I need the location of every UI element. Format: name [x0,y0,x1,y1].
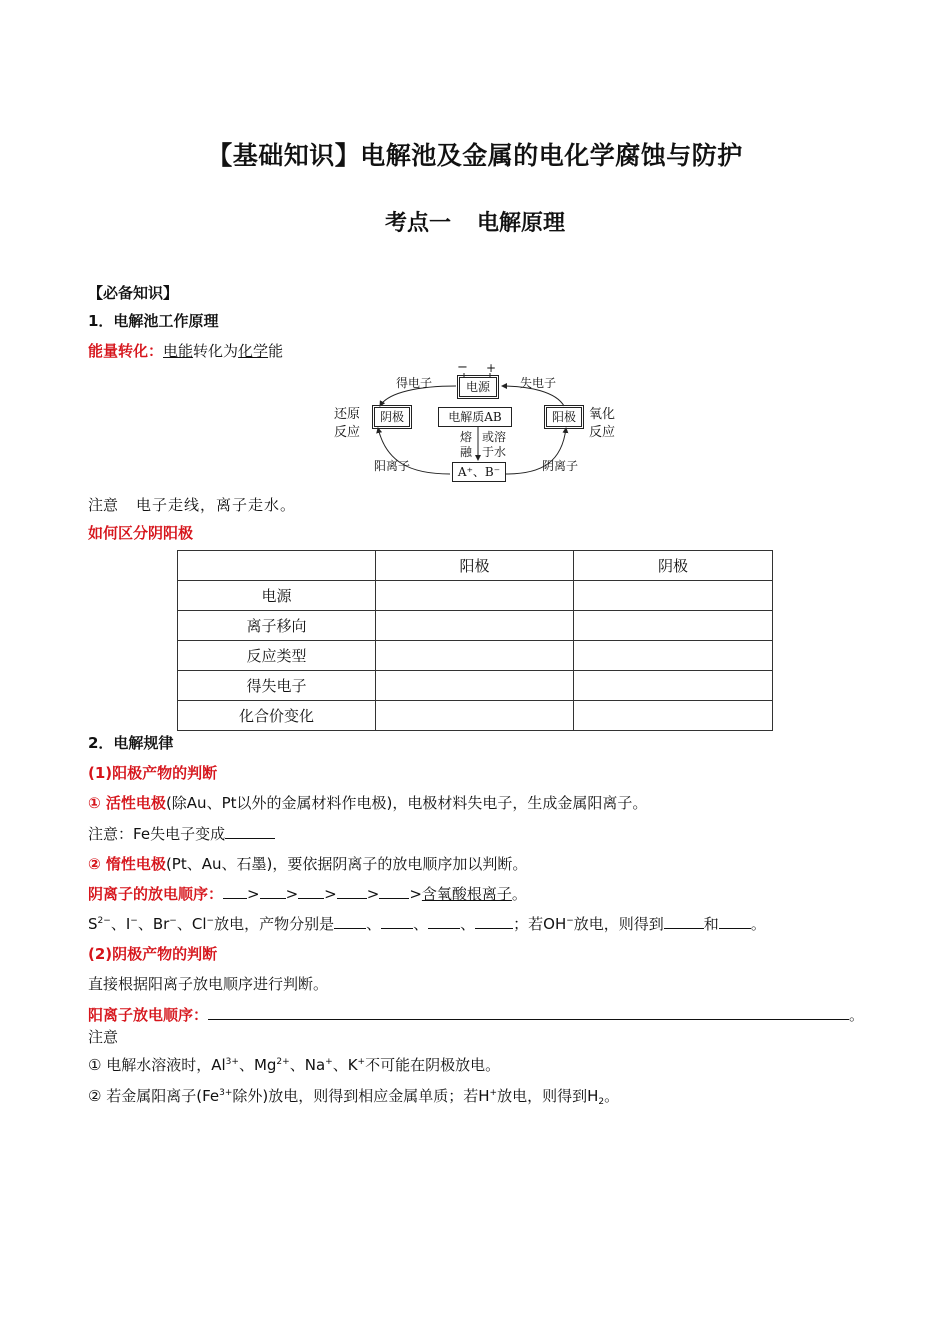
anion-order-label: 阴离子的放电顺序： [88,885,224,903]
fill-blank [428,914,460,929]
fill-blank [223,884,247,899]
fill-blank [379,884,409,899]
dissolve-label-2: 于水 [482,445,507,459]
hydrogen-symbol: H [587,1087,599,1105]
period: 。 [750,915,766,933]
dissolve-label-1: 或溶 [482,430,507,444]
table-row-label: 电源 [178,581,376,611]
lose-electron-label: 失电子 [520,376,557,390]
period: 。 [604,1087,620,1105]
sulfide-symbol: S [88,915,98,933]
anion-order-line [88,884,527,904]
inert-electrode-line [88,854,527,874]
electrolysis-rules-heading: 2．电解规律 [88,734,174,752]
fill-blank [475,914,513,929]
greater-than: > [324,885,337,903]
cathode-direct-text: 直接根据阳离子放电顺序进行判断。 [88,975,329,993]
note-item-text: ① 电解水溶液时， [88,1056,212,1074]
anode-product-heading: (1)阳极产物的判断 [88,764,218,782]
charge: + [325,1057,333,1067]
products-text: 放电，产物分别是 [214,915,335,933]
semicolon-text: ；若 [513,915,544,933]
table-cell [574,701,773,731]
table-row-label: 反应类型 [178,641,376,671]
note-item-text: 不可能在阴极放电。 [365,1056,501,1074]
aluminum-symbol: Al [211,1056,226,1074]
anode-box: 阳极 [546,407,582,427]
separator: 、 [289,1056,305,1074]
table-row [178,641,773,671]
iron-symbol: Fe [202,1087,220,1105]
cathode-box: 阴极 [374,407,410,427]
plus-sign: + [486,361,497,375]
cation-order-line [88,1005,864,1025]
anion-discharge-products-line [88,914,766,934]
charge: 2+ [276,1057,290,1067]
paren-open: ( [165,855,172,873]
note-item-text: ② 若金属阳离子( [88,1087,203,1105]
greater-than: > [285,885,299,903]
document-title: 【基础知识】电解池及金属的电化学腐蚀与防护 [207,141,743,170]
charge: − [130,916,138,926]
fe-note-line [88,824,275,844]
table-row-label: 离子移向 [178,611,376,641]
separator: 、 [176,915,192,933]
fill-blank [334,914,366,929]
active-electrode-text: 以外的金属材料作电极)，电极材料失电子，生成金属阳离子。 [236,794,648,812]
oxidation-label-2: 反应 [589,425,616,440]
cation-order-label: 阳离子放电顺序： [88,1006,209,1024]
separator: 、 [460,915,476,933]
conversion-text: 转化为 [193,342,239,360]
note2-label: 注意 [88,1028,119,1046]
energy-suffix: 能 [268,342,284,360]
separator: 、 [110,915,126,933]
table-header-row [178,551,773,581]
note-item-text: 放电，则得到 [497,1087,588,1105]
note-electron-ion [88,495,296,515]
charge: 3+ [219,1088,233,1098]
bromide-symbol: Br [152,915,170,933]
greater-than: > [366,885,380,903]
obtain-text: 放电，则得到 [573,915,664,933]
melt-label-2: 融 [460,445,473,459]
table-cell [376,581,574,611]
reduction-label-2: 反应 [334,425,361,440]
separator: 、 [206,794,222,812]
table-cell [376,701,574,731]
reduction-label-1: 还原 [334,407,361,422]
iodide-symbol: I [125,915,131,933]
and-text: 和 [703,915,719,933]
electrolyte-box: 电解质AB [438,407,512,427]
separator: 、 [238,1056,254,1074]
charge: + [357,1057,366,1067]
inert-electrode-text: 、石墨)，要依据阴离子的放电顺序加以判断。 [221,855,528,873]
hydroxide-symbol: OH [543,915,567,933]
charge: − [206,916,215,926]
charge: − [169,916,177,926]
section-name: 电解原理 [477,211,566,236]
charge: + [489,1088,498,1098]
fill-blank [260,884,286,899]
period: 。 [511,885,527,903]
platinum-symbol: Pt [221,794,237,812]
ions-box: A⁺、B⁻ [452,462,506,482]
energy-conversion-line [88,341,283,361]
table-row [178,701,773,731]
fill-blank [337,884,367,899]
fill-blank [298,884,324,899]
anion-label: 阴离子 [542,459,579,473]
gold-symbol: Au [186,794,207,812]
table-row [178,611,773,641]
table-row-label: 得失电子 [178,671,376,701]
charge: 2− [97,916,111,926]
oxyacid-radical-text: 含氧酸根离子 [421,885,512,903]
paren-open: (除 [165,794,187,812]
fe-note-text: 失电子变成 [150,825,226,843]
chloride-symbol: Cl [191,915,207,933]
energy-conversion-label: 能量转化： [88,342,164,360]
table-header-cell: 阴极 [574,551,773,581]
inert-electrode-label: ② 惰性电极 [88,855,166,873]
electrolysis-diagram [330,360,630,486]
fill-blank [225,824,275,839]
sodium-symbol: Na [304,1056,326,1074]
note-label: 注意 [88,496,119,514]
separator: 、 [366,915,382,933]
table-cell [376,641,574,671]
section-title [0,206,950,237]
active-electrode-label: ① 活性电极 [88,794,166,812]
period: 。 [849,1006,865,1024]
distinguish-electrodes-heading: 如何区分阴阳极 [88,524,194,542]
table-cell [574,611,773,641]
note2-item-2 [88,1086,619,1106]
gain-electron-label: 得电子 [396,376,433,390]
power-source-box: 电源 [459,377,497,397]
cation-label: 阳离子 [374,459,411,473]
greater-than: > [409,885,422,903]
electric-energy-text: 电能 [163,342,194,360]
magnesium-symbol: Mg [253,1056,277,1074]
electrode-comparison-table [177,550,773,731]
potassium-symbol: K [347,1056,358,1074]
table-row [178,581,773,611]
separator: 、 [332,1056,348,1074]
table-header-cell: 阳极 [376,551,574,581]
table-row [178,671,773,701]
table-cell [376,671,574,701]
greater-than: > [247,885,260,903]
table-header-cell [178,551,376,581]
charge: − [566,916,574,926]
fill-blank [719,914,751,929]
hydrogen-ion-symbol: H [478,1087,490,1105]
inert-metals: Pt、Au [171,855,222,873]
table-cell [376,611,574,641]
subscript: 2 [598,1097,605,1107]
table-cell [574,641,773,671]
table-row-label: 化合价变化 [178,701,376,731]
note-item-text: 除外)放电，则得到相应金属单质；若 [232,1087,479,1105]
note2-item-1 [88,1055,500,1075]
charge: 3+ [225,1057,239,1067]
melt-label-1: 熔 [460,430,473,444]
active-electrode-line [88,793,647,813]
minus-sign: − [457,360,468,375]
separator: 、 [413,915,429,933]
electrolysis-principle-heading: 1．电解池工作原理 [88,312,219,330]
iron-symbol: Fe [133,825,151,843]
table-cell [574,581,773,611]
table-cell [574,671,773,701]
note-text: 电子走线，离子走水。 [136,496,297,514]
note-prefix: 注意： [88,825,134,843]
separator: 、 [137,915,153,933]
oxidation-label-1: 氧化 [589,407,616,422]
fill-blank [381,914,413,929]
cathode-product-heading: (2)阴极产物的判断 [88,945,218,963]
fill-blank [664,914,704,929]
fill-blank [208,1005,849,1020]
section-number: 考点一 [384,211,451,236]
chemical-text: 化学 [238,342,269,360]
required-knowledge-heading: 【必备知识】 [88,284,179,302]
